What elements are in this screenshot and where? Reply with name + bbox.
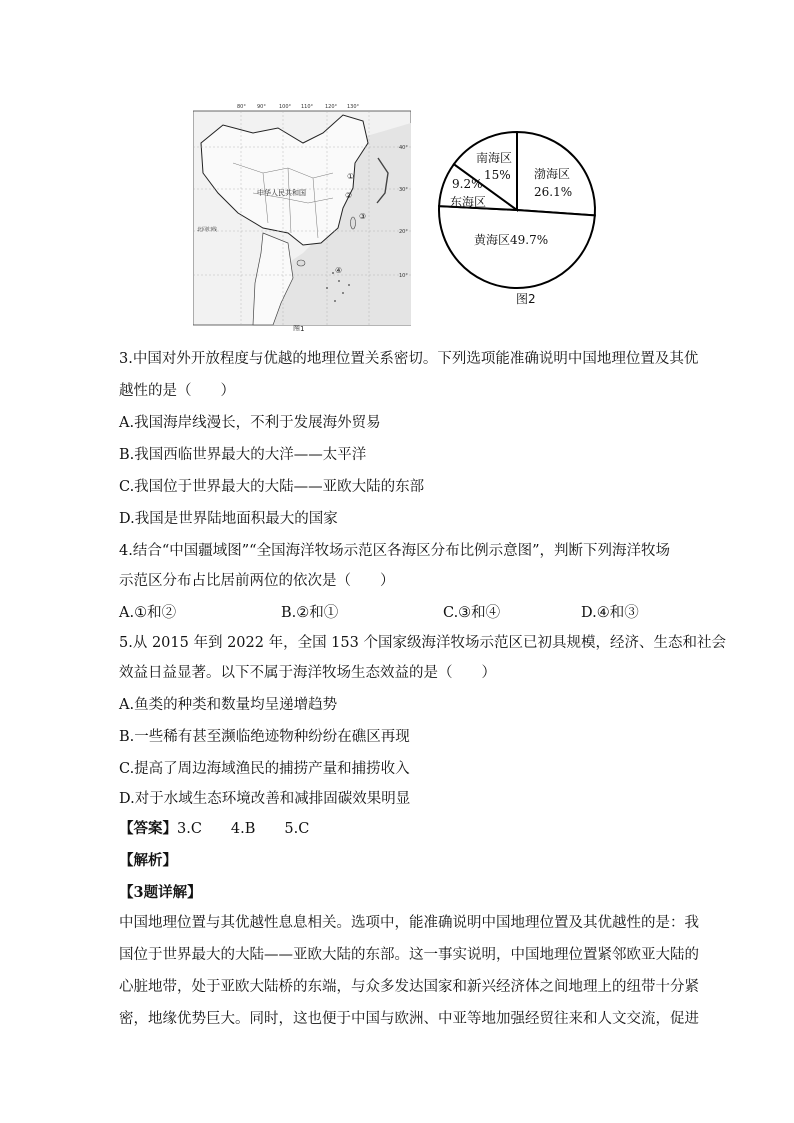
q4-stem-line2: 示范区分布占比居前两位的依次是（ ） (119, 573, 395, 589)
answer-line (119, 819, 309, 839)
lon-label: 90° (257, 104, 266, 110)
analysis-para-line1: 中国地理位置与其优越性息息相关。选项中，能准确说明中国地理位置及其优越性的是：我 (119, 915, 699, 931)
figure2-caption: 图2 (516, 292, 536, 306)
analysis-para-line3: 心脏地带，处于亚欧大陆桥的东端，与众多发达国家和新兴经济体之间地理上的纽带十分紧 (119, 979, 699, 995)
q4-option-a: A.①和② (119, 605, 177, 621)
sea-marker-2: ② (345, 191, 353, 200)
hainan-island (297, 260, 305, 266)
q3-option-d: D.我国是世界陆地面积最大的国家 (119, 511, 338, 527)
figure1-caption: 图1 (293, 325, 305, 331)
taiwan-island (351, 217, 356, 229)
q5-stem-line2: 效益日益显著。以下不属于海洋牧场生态效益的是（ ） (119, 665, 496, 681)
lat-label: 20° (399, 229, 408, 235)
q5-option-c: C.提高了周边海域渔民的捕捞产量和捕捞收入 (119, 761, 410, 777)
lon-label: 110° (301, 104, 314, 110)
sea-marker-1: ① (347, 172, 355, 181)
q3-stem-line2: 越性的是（ ） (119, 383, 235, 399)
q3-option-b: B.我国西临世界最大的大洋——太平洋 (119, 447, 367, 463)
q3-option-a: A.我国海岸线漫长，不利于发展海外贸易 (119, 415, 381, 431)
country-label: 中华人民共和国 (257, 189, 306, 197)
sea-marker-4: ④ (335, 266, 343, 275)
q4-option-c: C.③和④ (443, 605, 501, 621)
q5-stem-line1: 5.从 2015 年到 2022 年，全国 153 个国家级海洋牧场示范区已初具规模，经济、生态和社会 (119, 635, 726, 651)
lat-label: 10° (399, 273, 408, 279)
answer-label: 【答案】 (119, 820, 177, 837)
q3-option-c: C.我国位于世界最大的大陆——亚欧大陆的东部 (119, 479, 425, 495)
lon-label: 120° (325, 104, 338, 110)
detail-heading: 【3题详解】 (119, 884, 202, 901)
q3-stem-line1: 3.中国对外开放程度与优越的地理位置关系密切。下列选项能准确说明中国地理位置及其优 (119, 351, 699, 367)
lat-label: 30° (399, 187, 408, 193)
slice-label: 南海区 (476, 151, 513, 165)
slice-value: 26.1% (534, 185, 573, 199)
lon-label: 100° (279, 104, 292, 110)
analysis-para-line4: 密，地缘优势巨大。同时，这也便于中国与欧洲、中亚等地加强经贸往来和人文交流，促进 (119, 1011, 699, 1027)
tropic-label: 北回归线 (197, 227, 218, 233)
lon-label: 80° (237, 104, 246, 110)
slice-label: 东海区 (450, 195, 487, 209)
sea-marker-3: ③ (359, 212, 367, 221)
q5-option-d: D.对于水域生态环境改善和减排固碳效果明显 (119, 791, 411, 807)
q4-option-d: D.④和③ (581, 605, 639, 621)
q4-stem-line1: 4.结合“中国疆域图”“全国海洋牧场示范区各海区分布比例示意图”，判断下列海洋牧场 (119, 543, 670, 559)
slice-label: 渤海区 (534, 167, 571, 181)
slice-label: 黄海区49.7% (474, 233, 549, 247)
sea-area-pie-chart (432, 130, 602, 310)
answer-values: 3.C 4.B 5.C (177, 821, 310, 837)
pie-slices (439, 132, 595, 288)
analysis-para-line2: 国位于世界最大的大陆——亚欧大陆的东部。这一事实说明，中国地理位置紧邻欧亚大陆的 (119, 947, 699, 963)
analysis-heading: 【解析】 (119, 852, 177, 869)
lon-label: 130° (347, 104, 360, 110)
q4-option-b: B.②和① (281, 605, 339, 621)
pie-slice-黄海区 (439, 206, 595, 288)
slice-value: 9.2% (452, 177, 483, 191)
lat-label: 40° (399, 145, 408, 151)
q5-option-b: B.一些稀有甚至濒临绝迹物种纷纷在礁区再现 (119, 729, 410, 745)
q5-option-a: A.鱼类的种类和数量均呈递增趋势 (119, 697, 338, 713)
slice-value: 15% (484, 168, 511, 182)
china-territory-map (193, 103, 411, 331)
